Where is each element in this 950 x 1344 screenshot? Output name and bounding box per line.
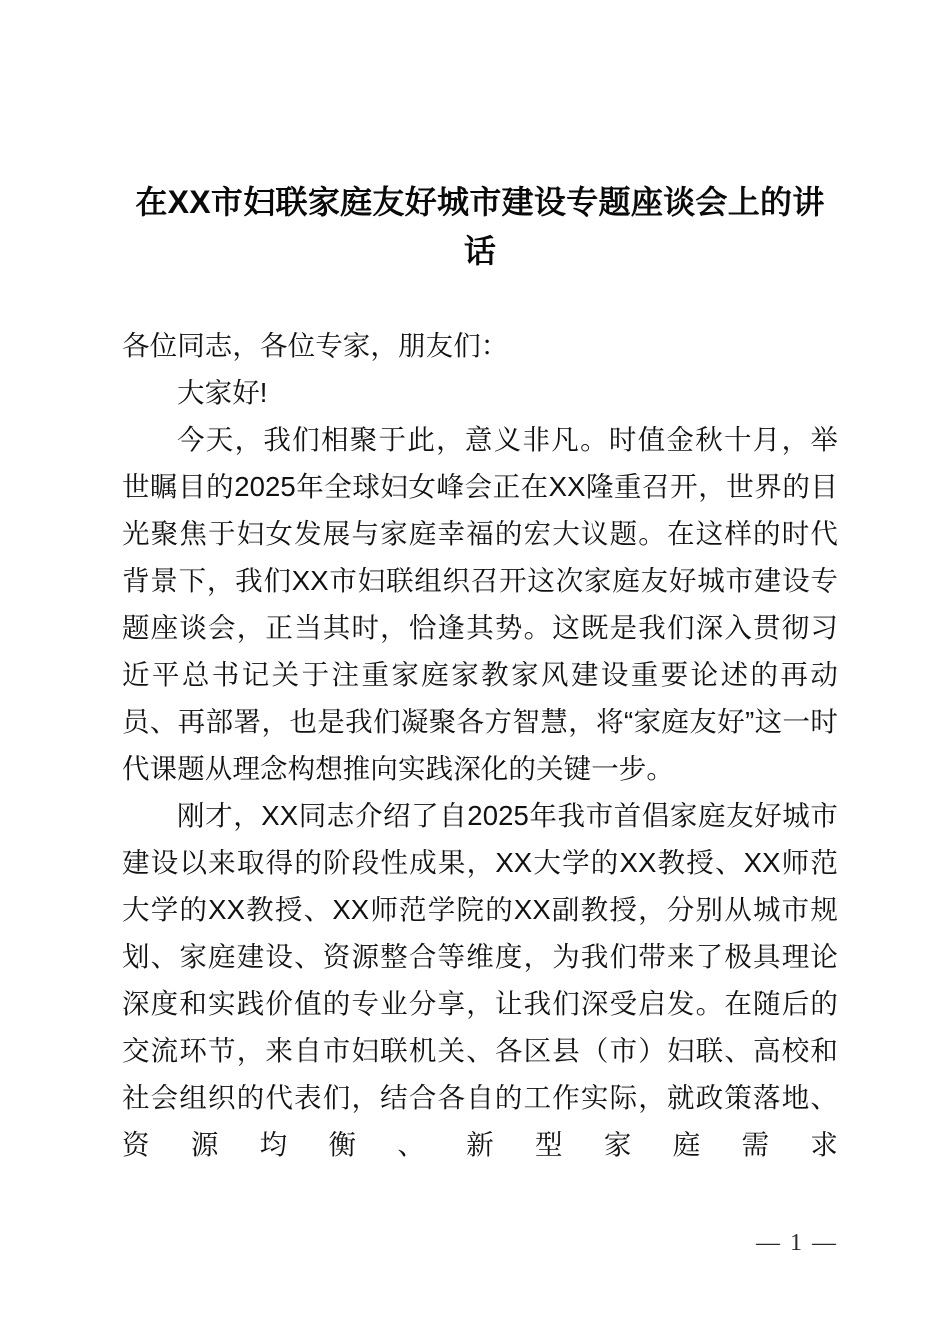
body-paragraph-2: 刚才，XX同志介绍了自2025年我市首倡家庭友好城市建设以来取得的阶段性成果，XX大学的XX教授、XX师范大学的XX教授、XX师范学院的XX副教授，分别从城市规划、家庭建设、资源整合等维度，为我们带来了极具理论深度和实践价值的专业分享，让我们深受启发。在随后的交流环节，来自市妇联机关、各区县（市）妇联、高校和社会组织的代表们，结合各自的工作实际，就政策落地、资源均衡、新型家庭需求	[122, 800, 838, 1160]
body-paragraph-1: 今天，我们相聚于此，意义非凡。时值金秋十月，举世瞩目的2025年全球妇女峰会正在XX隆重召开，世界的目光聚焦于妇女发展与家庭幸福的宏大议题。在这样的时代背景下，我们XX市妇联组织召开这次家庭友好城市建设专题座谈会，正当其时，恰逢其势。这既是我们深入贯彻习近平总书记关于注重家庭家教家风建设重要论述的再动员、再部署，也是我们凝聚各方智慧，将“家庭友好”这一时代课题从理念构想推向实践深化的关键一步。	[122, 424, 838, 784]
document-content	[122, 0, 838, 1168]
page-number: — 1 —	[756, 1230, 838, 1256]
page-title: 在XX市妇联家庭友好城市建设专题座谈会上的讲话	[135, 184, 825, 269]
greeting-line: 大家好!	[177, 377, 268, 408]
page-footer	[122, 1228, 838, 1258]
salutation-line: 各位同志，各位专家，朋友们：	[122, 330, 509, 361]
document-body	[122, 322, 838, 1168]
